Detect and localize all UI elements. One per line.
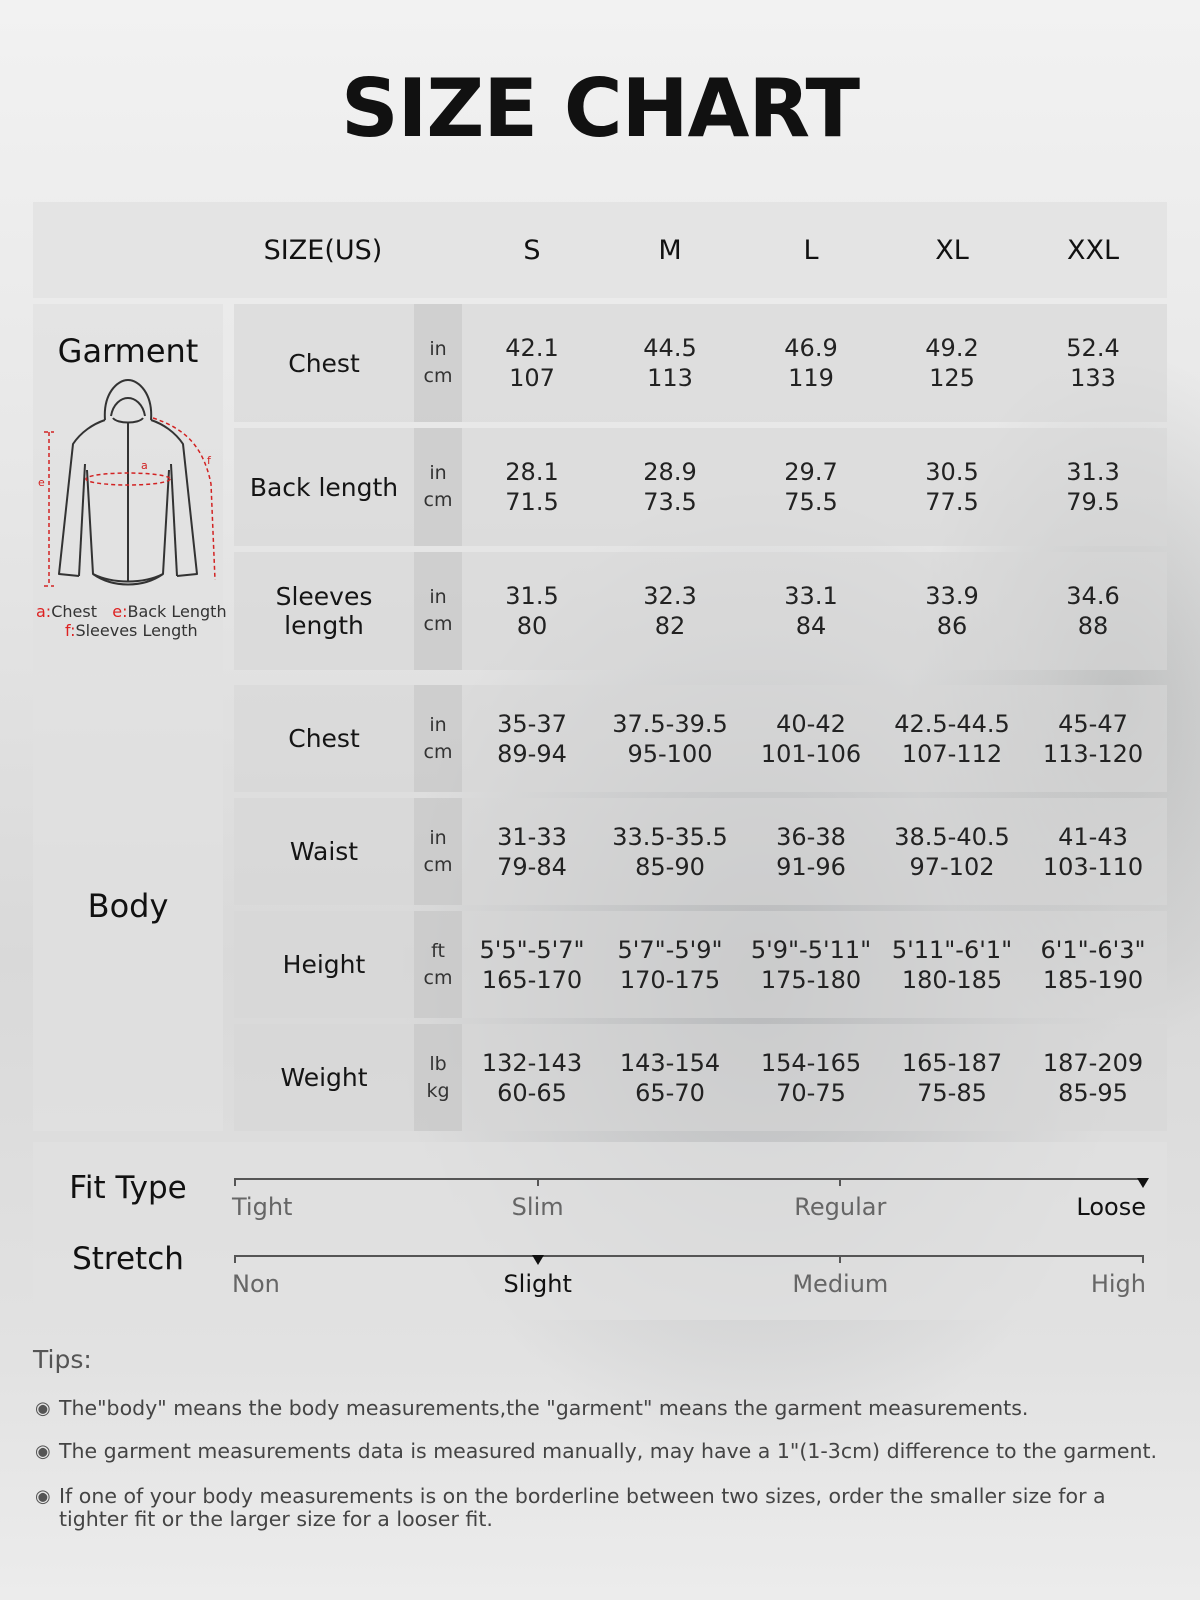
value-primary: 5'5"-5'7": [479, 935, 585, 964]
value-primary: 46.9: [784, 334, 838, 362]
value-primary: 154-165: [760, 1048, 862, 1077]
size-us-header: SIZE(US): [263, 235, 383, 266]
row-label: Chest: [288, 348, 360, 378]
scale-option-slim: Slim: [511, 1193, 564, 1221]
value-cell: [1023, 552, 1163, 670]
tips-title: Tips:: [33, 1345, 92, 1374]
value-primary: 45-47: [1058, 709, 1128, 738]
value-secondary: 89-94: [497, 739, 567, 768]
value-cell: [741, 552, 881, 670]
unit-labels: [414, 798, 462, 905]
stretch-scale-line: [235, 1255, 1143, 1257]
value-cell: [882, 428, 1022, 546]
scale-option-loose: Loose: [1076, 1193, 1146, 1221]
value-cell: [882, 552, 1022, 670]
diagram-legend-line2: [65, 621, 198, 640]
body-section: [33, 685, 223, 1131]
tip-text: The"body" means the body measurements,the "garment" means the garment measurements.: [59, 1396, 1029, 1420]
size-header-xl: XL: [935, 235, 969, 266]
row-label: Weight: [280, 1063, 368, 1092]
row-label: Sleeves length: [275, 582, 373, 640]
value-primary: 38.5-40.5: [894, 822, 1010, 851]
unit-labels: [414, 304, 462, 422]
tip-item: [35, 1397, 1175, 1420]
value-secondary: 91-96: [776, 852, 846, 881]
value-primary: 33.9: [925, 582, 979, 610]
value-secondary: 84: [795, 612, 827, 640]
legend-key-a: a:: [36, 602, 52, 621]
value-cell: [882, 685, 1022, 792]
scale-option-medium: Medium: [792, 1270, 889, 1298]
value-primary: 28.1: [505, 458, 559, 486]
value-primary: 28.9: [643, 458, 697, 486]
legend-label-f: Sleeves Length: [75, 621, 198, 640]
value-cell: [600, 552, 740, 670]
value-cell: [882, 798, 1022, 905]
unit-label: ft: [431, 939, 445, 962]
scale-tick: [234, 1178, 236, 1186]
value-cell: [741, 798, 881, 905]
bullet-icon: ◉: [35, 1398, 51, 1419]
value-secondary: 101-106: [760, 739, 862, 768]
value-primary: 29.7: [784, 458, 838, 486]
value-primary: 143-154: [619, 1048, 721, 1077]
value-cell: [1023, 304, 1163, 422]
row-label: Back length: [249, 472, 399, 502]
value-primary: 132-143: [481, 1048, 583, 1077]
unit-labels: [414, 552, 462, 670]
value-cell: [462, 685, 602, 792]
scale-option-high: High: [1090, 1270, 1146, 1298]
value-primary: 31-33: [497, 822, 567, 851]
size-header-xxl: XXL: [1066, 235, 1120, 266]
size-header-s: S: [523, 235, 541, 266]
value-primary: 44.5: [643, 334, 697, 362]
value-cell: [1023, 911, 1163, 1018]
unit-label: cm: [423, 966, 453, 989]
unit-label: kg: [426, 1079, 450, 1102]
unit-label: in: [429, 826, 447, 849]
value-secondary: 75-85: [917, 1078, 987, 1107]
size-header-m: M: [658, 235, 682, 266]
unit-labels: [414, 911, 462, 1018]
body-label: Body: [87, 887, 169, 925]
value-secondary: 71.5: [505, 488, 559, 516]
value-primary: 41-43: [1058, 822, 1128, 851]
jacket-diagram: [33, 374, 223, 604]
value-secondary: 86: [936, 612, 968, 640]
value-primary: 5'7"-5'9": [617, 935, 723, 964]
value-secondary: 165-170: [481, 965, 583, 994]
value-secondary: 77.5: [925, 488, 979, 516]
value-cell: [600, 798, 740, 905]
value-primary: 33.5-35.5: [612, 822, 728, 851]
mark-f: f: [207, 454, 211, 467]
value-cell: [741, 304, 881, 422]
value-primary: 6'1"-6'3": [1040, 935, 1146, 964]
value-secondary: 75.5: [784, 488, 838, 516]
value-secondary: 107-112: [901, 739, 1003, 768]
bullet-icon: ◉: [35, 1441, 51, 1462]
value-secondary: 133: [1070, 364, 1116, 392]
value-primary: 31.5: [505, 582, 559, 610]
value-cell: [462, 1024, 602, 1131]
mark-e: e: [38, 476, 45, 489]
scale-tick: [1142, 1255, 1144, 1263]
value-primary: 187-209: [1042, 1048, 1144, 1077]
scale-tick: [537, 1178, 539, 1186]
page-title: SIZE CHART: [340, 62, 860, 155]
value-secondary: 103-110: [1042, 852, 1144, 881]
tip-item: [35, 1440, 1185, 1463]
value-cell: [1023, 798, 1163, 905]
value-primary: 36-38: [776, 822, 846, 851]
value-secondary: 73.5: [643, 488, 697, 516]
scale-tick: [839, 1255, 841, 1263]
value-primary: 32.3: [643, 582, 697, 610]
bullet-icon: ◉: [35, 1486, 51, 1507]
tip-item: [35, 1485, 1125, 1531]
value-secondary: 79.5: [1066, 488, 1120, 516]
value-secondary: 79-84: [497, 852, 567, 881]
selected-marker-icon: [532, 1255, 544, 1265]
value-primary: 33.1: [784, 582, 838, 610]
value-primary: 165-187: [901, 1048, 1003, 1077]
value-secondary: 80: [516, 612, 548, 640]
legend-key-f: f:: [65, 621, 76, 640]
fit-type-label: Fit Type: [69, 1170, 187, 1206]
unit-labels: [414, 685, 462, 792]
garment-label: Garment: [57, 332, 199, 370]
row-label: Waist: [289, 837, 359, 866]
value-primary: 5'9"-5'11": [750, 935, 872, 964]
tip-text: If one of your body measurements is on the borderline between two sizes, order the smaller size for a tighter fit or the larger size for a looser fit.: [59, 1484, 1106, 1531]
selected-marker-icon: [1137, 1178, 1149, 1188]
scale-option-tight: Tight: [232, 1193, 293, 1221]
scale-option-non: Non: [232, 1270, 280, 1298]
unit-label: cm: [423, 365, 453, 387]
row-label: Height: [282, 950, 366, 979]
value-primary: 30.5: [925, 458, 979, 486]
unit-label: cm: [423, 853, 453, 876]
value-cell: [741, 685, 881, 792]
value-cell: [1023, 685, 1163, 792]
value-primary: 42.1: [505, 334, 559, 362]
value-secondary: 125: [929, 364, 975, 392]
value-secondary: 88: [1077, 612, 1109, 640]
value-cell: [600, 685, 740, 792]
unit-label: lb: [429, 1052, 447, 1075]
value-cell: [741, 911, 881, 1018]
value-cell: [600, 911, 740, 1018]
value-secondary: 170-175: [619, 965, 721, 994]
scale-tick: [839, 1178, 841, 1186]
value-cell: [882, 1024, 1022, 1131]
size-header-l: L: [803, 235, 819, 266]
value-secondary: 175-180: [760, 965, 862, 994]
value-primary: 35-37: [497, 709, 567, 738]
value-secondary: 97-102: [909, 852, 995, 881]
value-primary: 52.4: [1066, 334, 1120, 362]
value-cell: [882, 304, 1022, 422]
value-primary: 49.2: [925, 334, 979, 362]
scale-option-slight: Slight: [503, 1270, 572, 1298]
value-cell: [600, 304, 740, 422]
unit-label: in: [429, 462, 447, 484]
unit-label: cm: [423, 489, 453, 511]
value-secondary: 185-190: [1042, 965, 1144, 994]
scale-option-regular: Regular: [794, 1193, 887, 1221]
tip-text: The garment measurements data is measured manually, may have a 1"(1-3cm) difference to the garment.: [59, 1439, 1158, 1463]
legend-label-a: Chest: [51, 602, 97, 621]
legend-key-e: e:: [112, 602, 128, 621]
value-secondary: 60-65: [497, 1078, 567, 1107]
value-secondary: 85-90: [635, 852, 705, 881]
value-cell: [462, 304, 602, 422]
value-cell: [741, 428, 881, 546]
value-primary: 31.3: [1066, 458, 1120, 486]
value-cell: [462, 552, 602, 670]
value-cell: [1023, 428, 1163, 546]
unit-label: in: [429, 713, 447, 736]
value-cell: [462, 911, 602, 1018]
unit-label: cm: [423, 740, 453, 763]
row-label: Chest: [288, 724, 360, 753]
value-secondary: 180-185: [901, 965, 1003, 994]
mark-a: a: [141, 459, 148, 472]
value-cell: [462, 428, 602, 546]
value-secondary: 70-75: [776, 1078, 846, 1107]
stretch-label: Stretch: [72, 1241, 184, 1277]
value-secondary: 65-70: [635, 1078, 705, 1107]
value-cell: [1023, 1024, 1163, 1131]
value-primary: 34.6: [1066, 582, 1120, 610]
scale-tick: [234, 1255, 236, 1263]
fit-type-scale-line: [235, 1178, 1143, 1180]
unit-labels: [414, 1024, 462, 1131]
value-cell: [600, 428, 740, 546]
unit-label: in: [429, 586, 447, 608]
value-secondary: 82: [654, 612, 686, 640]
value-primary: 42.5-44.5: [894, 709, 1010, 738]
value-primary: 37.5-39.5: [612, 709, 728, 738]
value-primary: 5'11"-6'1": [891, 935, 1013, 964]
value-secondary: 113: [647, 364, 693, 392]
value-cell: [882, 911, 1022, 1018]
value-primary: 40-42: [776, 709, 846, 738]
value-cell: [600, 1024, 740, 1131]
value-cell: [462, 798, 602, 905]
legend-label-e: Back Length: [127, 602, 227, 621]
value-secondary: 107: [509, 364, 555, 392]
value-secondary: 95-100: [627, 739, 713, 768]
value-cell: [741, 1024, 881, 1131]
garment-section: [33, 304, 227, 674]
unit-labels: [414, 428, 462, 546]
value-secondary: 85-95: [1058, 1078, 1128, 1107]
unit-label: cm: [423, 613, 453, 635]
diagram-legend-line1: [36, 602, 227, 621]
value-secondary: 113-120: [1042, 739, 1144, 768]
unit-label: in: [429, 338, 447, 360]
value-secondary: 119: [788, 364, 834, 392]
